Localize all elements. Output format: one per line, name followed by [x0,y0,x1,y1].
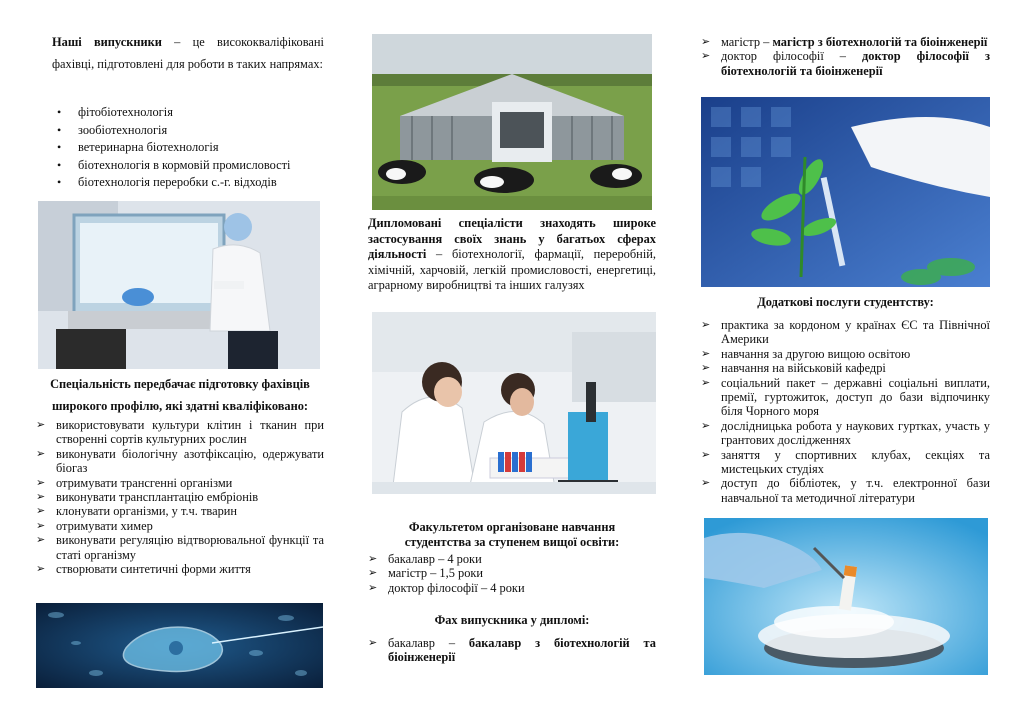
list-item: ➢ магістр – магістр з біотехнологій та біоінженерії [701,35,988,49]
specialty-heading-line2: широкого профілю, які здатні кваліфіковано: [51,399,309,413]
list-item: • біотехнологія в кормовій промисловості [54,157,324,175]
arrowhead-icon: ➢ [701,319,711,331]
arrowhead-icon: ➢ [368,637,378,649]
list-item: ➢ доктор філософії – 4 роки [368,580,525,595]
biogas-cows-photo [372,34,652,210]
lab-hood-photo [38,201,320,369]
diploma-heading: Фах випускника у дипломі: [434,613,590,627]
arrowhead-icon: ➢ [36,563,46,576]
list-item: • біотехнологія переробки с.-г. відходів [54,174,324,192]
list-item: ➢ навчання за другою вищою освітою [701,346,911,361]
directions-list [54,104,324,192]
degrees-list [368,552,656,595]
list-item: ➢ клонувати організми, у т.ч. тварин [36,504,238,519]
arrowhead-icon: ➢ [36,534,46,547]
arrowhead-icon: ➢ [701,50,711,63]
list-item: • фітобіотехнологія [54,104,324,122]
arrowhead-icon: ➢ [701,36,711,48]
services-heading: Додаткові послуги студентству: [757,295,934,309]
list-item: ➢ соціальний пакет – державні соціальні виплати, премії, гуртожиток, доступ до бази відпочинку біля Чорного моря [701,375,990,419]
list-item: ➢ доступ до бібліотек, у т.ч. електронної бази навчальної та методичної літератури [701,476,990,505]
list-item: ➢ доктор філософії – доктор філософії з біотехнологій та біоінженерії [701,49,990,78]
services-list [701,318,990,505]
list-item: ➢ практика за кордоном у країнах ЄС та Північної Америки [701,318,990,347]
application-bold: Дипломовані спеціалісти знаходять широке застосування своїх знань у багатьох сферах діяльності [368,216,656,261]
study-heading: Факультетом організоване навчання студентства за ступенем вищої освіти: [404,520,620,549]
arrowhead-icon: ➢ [701,448,711,461]
list-item: ➢ бакалавр – 4 роки [368,552,482,566]
skills-list [36,418,324,576]
list-item: ➢ дослідницька робота у наукових гуртках, участь у грантових дослідженнях [701,418,990,448]
list-item: • зообіотехнологія [54,122,324,140]
list-item: ➢ отримувати трансгенні організми [36,475,233,490]
list-item: ➢ створювати синтетичні форми життя [36,562,251,577]
arrowhead-icon: ➢ [36,476,46,489]
arrowhead-icon: ➢ [36,505,46,518]
list-item: ➢ бакалавр – бакалавр з біотехнологій та біоінженерії [368,636,656,665]
list-item: ➢ навчання на військовій кафедрі [701,361,886,376]
arrowhead-icon: ➢ [368,553,378,565]
list-item: • ветеринарна біотехнологія [54,139,324,157]
arrowhead-icon: ➢ [368,581,378,594]
arrowhead-icon: ➢ [36,491,46,504]
list-item: ➢ магістр – 1,5 роки [368,566,484,581]
graduates-intro-bold: Наші випускники [52,35,162,49]
arrowhead-icon: ➢ [701,419,711,432]
arrowhead-icon: ➢ [701,347,711,360]
arrowhead-icon: ➢ [368,567,378,580]
list-item: ➢ виконувати біологічну азотфіксацію, одержувати біогаз [36,446,324,476]
list-item: ➢ отримувати химер [36,518,153,533]
application-paragraph [368,216,656,294]
graduates-intro [52,31,324,75]
graduates-intro-text: – це висококваліфіковані фахівці, підготовлені для роботи в таких напрямах: [52,35,324,71]
diploma-list-start [368,636,656,665]
diploma-list-continued [701,35,990,78]
arrowhead-icon: ➢ [701,477,711,490]
lab-scientists-photo [372,312,656,494]
cryo-sample-photo [704,518,988,675]
application-text: – біотехнології, фармації, переробній, хімічній, харчовій, легкій промисловості, енергетиці, аграрному виробництві та інших галузях [368,247,656,292]
list-item: ➢ виконувати регуляцію відтворювальної функції та статі організму [36,533,324,562]
plant-test-tube-photo [701,97,990,287]
arrowhead-icon: ➢ [701,376,711,389]
arrowhead-icon: ➢ [36,519,46,532]
arrowhead-icon: ➢ [701,362,711,375]
cell-microscopy-image [36,603,323,688]
specialty-heading-line1: Спеціальність передбачає підготовку фахівців [50,377,310,391]
list-item: ➢ заняття у спортивних клубах, секціях та мистецьких студіях [701,447,990,477]
list-item: ➢ виконувати трансплантацію ембріонів [36,490,259,505]
arrowhead-icon: ➢ [36,447,46,460]
list-item: ➢ використовувати культури клітин і тканин при створенні сортів культурних рослин [36,418,324,447]
specialty-heading [36,373,324,417]
arrowhead-icon: ➢ [36,419,46,431]
